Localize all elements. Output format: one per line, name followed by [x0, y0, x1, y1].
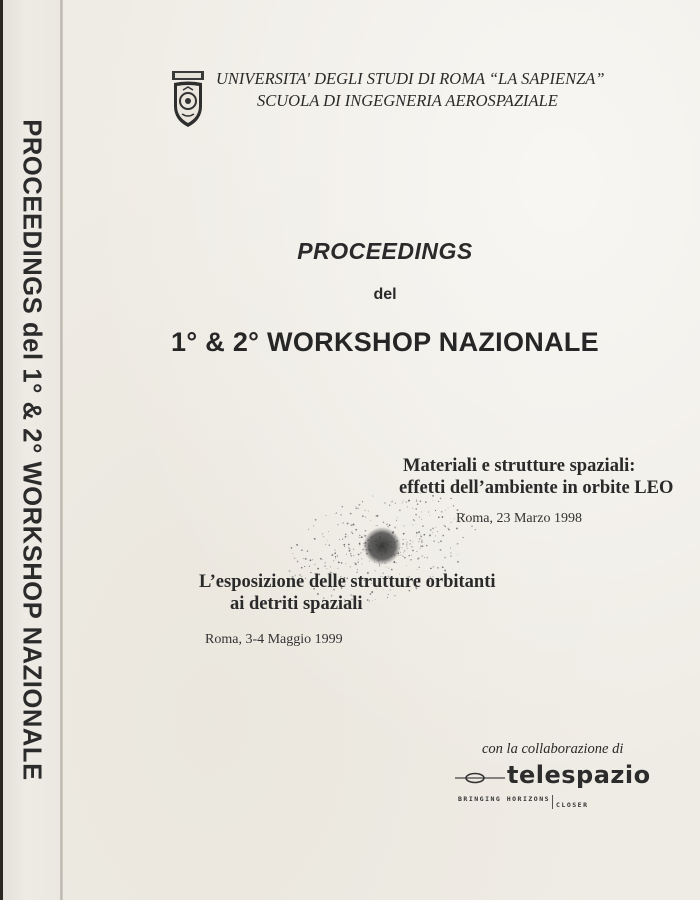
- telespazio-logo-icon: [455, 772, 505, 784]
- workshop-2-line2: ai detriti spaziali: [230, 594, 363, 614]
- workshop-1-line2: effetti dell’ambiente in orbite LEO: [399, 478, 674, 498]
- spine-fold: [60, 0, 63, 900]
- university-header: [170, 68, 605, 128]
- collaboration-label: con la collaborazione di: [482, 741, 624, 757]
- cover-title: PROCEEDINGS: [297, 238, 473, 264]
- tagline-right: CLOSER: [556, 801, 589, 809]
- workshop-2-line1: L’esposizione delle strutture orbitanti: [199, 572, 496, 592]
- spine-title: PROCEEDINGS del 1° & 2° WORKSHOP NAZIONALE: [17, 119, 46, 781]
- telespazio-logo: [455, 761, 655, 810]
- workshop-2-date: Roma, 3-4 Maggio 1999: [205, 632, 343, 647]
- school-name: SCUOLA DI INGEGNERIA AEROSPAZIALE: [257, 91, 558, 110]
- workshop-1-line1: Materiali e strutture spaziali:: [403, 456, 636, 476]
- university-crest-icon: [170, 70, 206, 128]
- sponsor-name: telespazio: [507, 761, 651, 789]
- workshop-1-title: [399, 455, 674, 499]
- workshop-1-date: Roma, 23 Marzo 1998: [456, 511, 582, 526]
- tagline-divider: [552, 795, 553, 809]
- workshop-2-title: [199, 571, 496, 615]
- tagline-left: BRINGING HORIZONS: [458, 795, 551, 803]
- cover-connector: del: [373, 286, 397, 303]
- university-name: UNIVERSITA' DEGLI STUDI DI ROMA “LA SAPIENZA”: [216, 69, 605, 88]
- cover-subtitle: 1° & 2° WORKSHOP NAZIONALE: [171, 327, 599, 357]
- sponsor-tagline: [458, 795, 589, 809]
